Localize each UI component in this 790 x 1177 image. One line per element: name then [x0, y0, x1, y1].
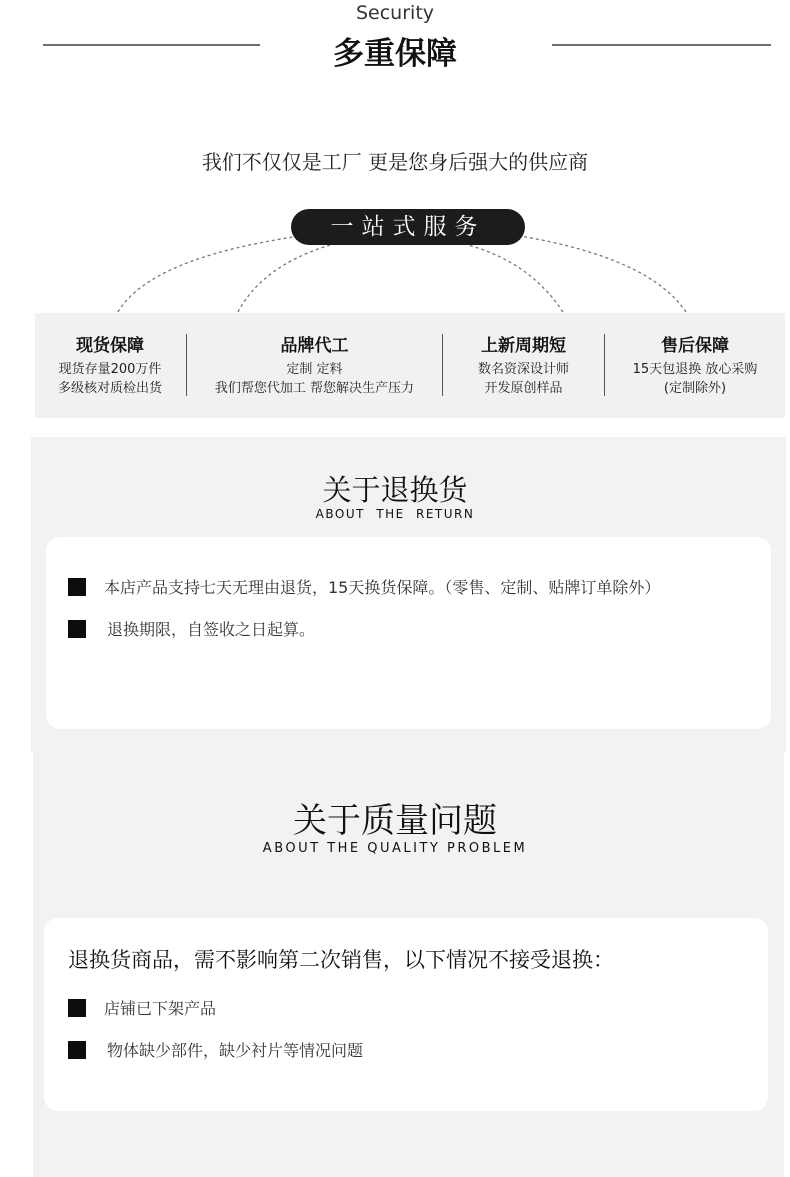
return-subtitle: ABOUT THE RETURN	[315, 507, 475, 521]
list-item	[68, 617, 315, 640]
section-title-cn: 多重保障	[333, 36, 457, 72]
list-item-text: 退换期限，自签收之日起算。	[107, 620, 316, 639]
arc-4	[520, 236, 686, 312]
service-title: 售后保障	[661, 336, 729, 356]
quality-title: 关于质量问题	[293, 801, 497, 841]
services-strip	[35, 313, 785, 418]
bullet-square-icon	[68, 999, 86, 1017]
service-line: 15天包退换 放心采购	[632, 362, 758, 377]
service-title: 现货保障	[76, 336, 144, 356]
bullet-square-icon	[68, 578, 86, 596]
list-item-text: 本店产品支持七天无理由退货，15天换货保障。（零售、定制、贴牌订单除外）	[104, 578, 661, 597]
bullet-square-icon	[68, 620, 86, 638]
list-item-text: 物体缺少部件，缺少衬片等情况问题	[107, 1041, 364, 1060]
service-line: 我们帮您代加工 帮您解决生产压力	[214, 381, 415, 396]
list-item	[68, 996, 216, 1019]
service-title: 品牌代工	[280, 336, 349, 356]
quality-intro: 退换货商品，需不影响第二次销售，以下情况不接受退换：	[68, 948, 614, 972]
one-stop-service-badge: 一站式服务	[291, 209, 525, 245]
connector-arcs	[0, 0, 790, 330]
list-item	[68, 575, 660, 598]
service-stock	[35, 313, 185, 418]
service-line: 定制 定料	[286, 362, 343, 377]
list-item-text: 店铺已下架产品	[104, 999, 217, 1018]
service-new-arrivals	[443, 313, 604, 418]
service-title: 上新周期短	[481, 336, 566, 356]
arc-3	[468, 245, 563, 312]
quality-subtitle: ABOUT THE QUALITY PROBLEM	[262, 841, 528, 856]
service-line: 多级核对质检出货	[57, 381, 162, 396]
bullet-square-icon	[68, 1041, 86, 1059]
service-line: 现货存量200万件	[58, 362, 162, 377]
service-oem	[187, 313, 442, 418]
arc-1	[118, 236, 300, 312]
service-line: (定制除外)	[663, 381, 727, 396]
service-line: 数名资深设计师	[477, 362, 569, 377]
return-title: 关于退换货	[322, 473, 468, 507]
arc-2	[238, 245, 330, 312]
service-line: 开发原创样品	[484, 381, 563, 396]
list-item	[68, 1038, 363, 1061]
tagline: 我们不仅仅是工厂 更是您身后强大的供应商	[201, 150, 589, 174]
section-title-en: Security	[355, 2, 435, 24]
service-after-sales	[605, 313, 785, 418]
